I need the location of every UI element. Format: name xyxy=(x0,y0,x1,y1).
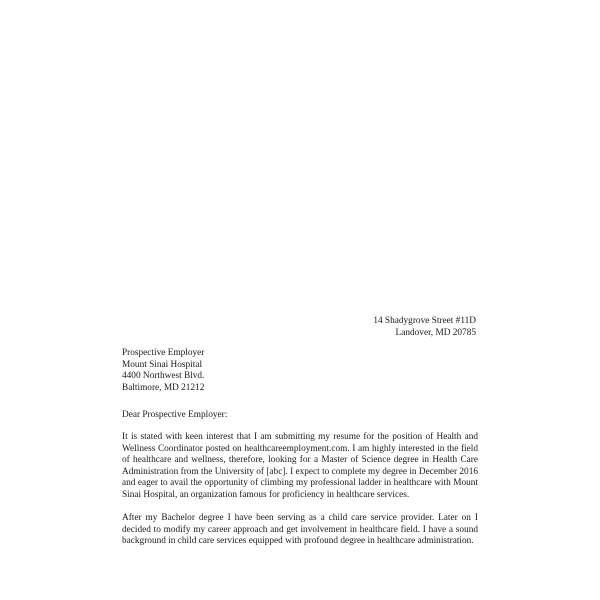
letter-body xyxy=(122,432,478,560)
recipient-address xyxy=(122,348,204,394)
body-paragraph-2: After my Bachelor degree I have been serving as a child care service provider. Later on I decided to modify my career approach and get involvement in healthcare field. I have a sound background in child care services equipped with profound degree in healthcare administration. xyxy=(122,513,478,547)
recipient-name: Prospective Employer xyxy=(122,348,205,358)
recipient-organization: Mount Sinai Hospital xyxy=(122,359,203,370)
sender-address xyxy=(373,316,476,339)
recipient-street: 4400 Northwest Blvd. xyxy=(122,371,205,382)
sender-city: Landover, MD 20785 xyxy=(395,327,476,338)
sender-street: 14 Shadygrove Street #11D xyxy=(373,316,476,326)
body-paragraph-1: It is stated with keen interest that I am submitting my resume for the position of Health and Wellness Coordinator posted on healthcareemployment.com. I am highly interested in the field of healthcare and wellness, therefore, looking for a Master of Science degree in Health Care Administration from the University of [abc]. I expect to complete my degree in December 2016 and eager to avail the opportunity of climbing my professional ladder in healthcare with Mount Sinai Hospital, an organization famous for proficiency in healthcare services. xyxy=(122,432,479,500)
salutation: Dear Prospective Employer: xyxy=(122,410,228,420)
recipient-city: Baltimore, MD 21212 xyxy=(122,382,205,393)
